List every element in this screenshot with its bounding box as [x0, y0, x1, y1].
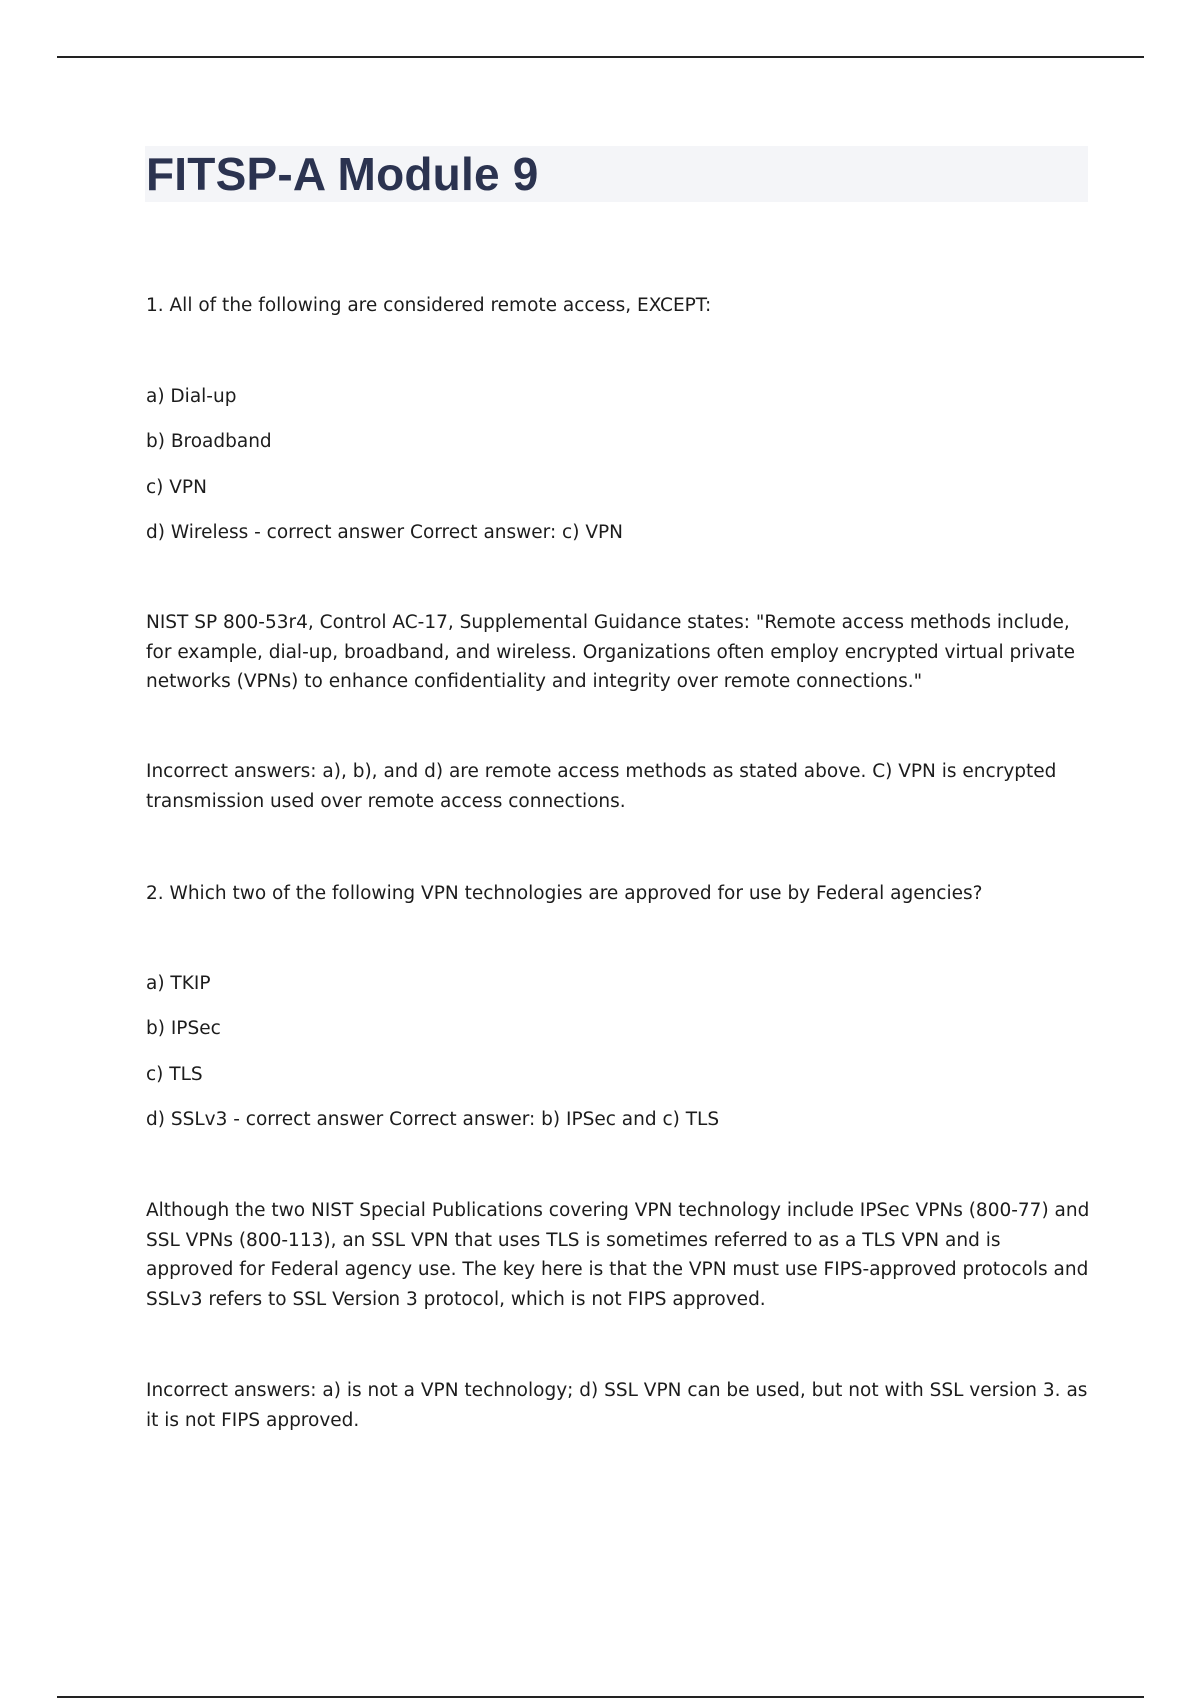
question-1-option-c: c) VPN: [146, 477, 207, 498]
question-2-option-b: b) IPSec: [146, 1018, 221, 1039]
question-1-explanation: NIST SP 800-53r4, Control AC-17, Supplemental Guidance states: "Remote access methods include, for example, dial-up, broadband, and wireless. Organizations often employ encrypted virtual private networks (VPNs) to enhance confidentiality and integrity over remote connections.": [146, 612, 1075, 692]
question-1-prompt: 1. All of the following are considered remote access, EXCEPT:: [146, 295, 712, 316]
question-2-option-c: c) TLS: [146, 1064, 203, 1085]
question-2-explanation: Although the two NIST Special Publications covering VPN technology include IPSec VPNs (800-77) and SSL VPNs (800-113), an SSL VPN that uses TLS is sometimes referred to as a TLS VPN and is approved for Federal agency use. The key here is that the VPN must use FIPS-approved protocols and SSLv3 refers to SSL Version 3 protocol, which is not FIPS approved.: [146, 1200, 1090, 1310]
question-1-option-b: b) Broadband: [146, 431, 272, 452]
top-rule: [57, 56, 1144, 58]
question-1-incorrect-answers: Incorrect answers: a), b), and d) are remote access methods as stated above. C) VPN is encrypted transmission used over remote access connections.: [146, 761, 1057, 812]
question-2-option-a: a) TKIP: [146, 973, 211, 994]
question-1-option-a: a) Dial-up: [146, 386, 237, 407]
question-1-option-d: d) Wireless - correct answer Correct answer: c) VPN: [146, 522, 623, 543]
page-title: FITSP-A Module 9: [146, 148, 539, 200]
question-2-incorrect-answers: Incorrect answers: a) is not a VPN technology; d) SSL VPN can be used, but not with SSL version 3. as it is not FIPS approved.: [146, 1380, 1088, 1431]
bottom-rule: [57, 1696, 1144, 1698]
question-2-prompt: 2. Which two of the following VPN technologies are approved for use by Federal agencies?: [146, 883, 983, 904]
question-2-option-d: d) SSLv3 - correct answer Correct answer: b) IPSec and c) TLS: [146, 1109, 720, 1130]
